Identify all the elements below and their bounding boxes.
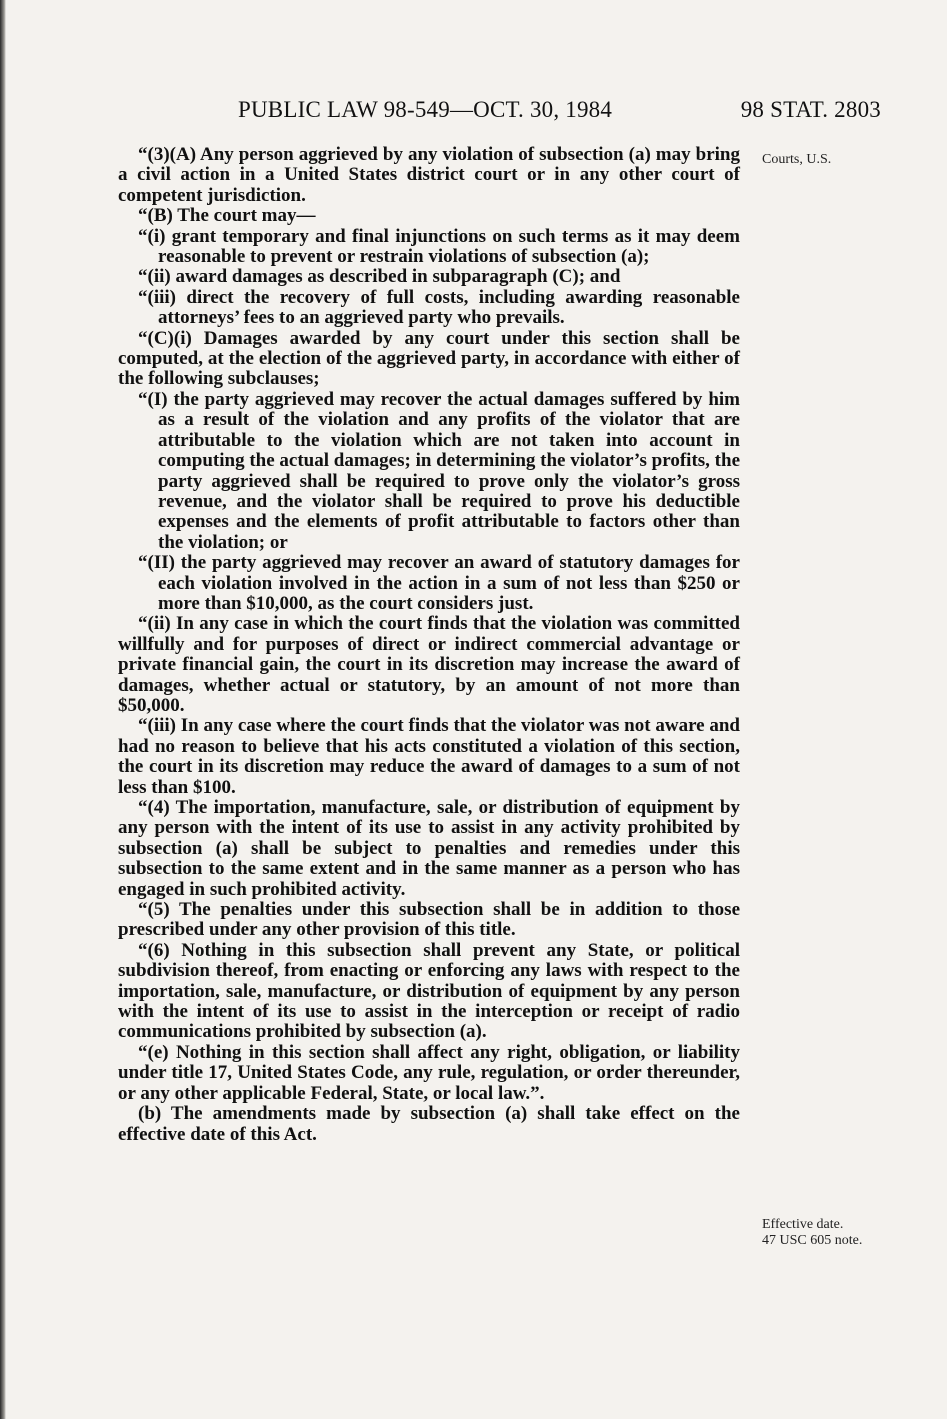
subsection-e: “(e) Nothing in this section shall affect any right, obligation, or liability under title 17, United States Code, any rule, regulation, or order thereunder, or any other applicable Federal, State, or local law.”. [118, 1041, 740, 1104]
clause-3b-i: “(i) grant temporary and final injunctions on such terms as it may deem reasonable to prevent or restrain violations of subsection (a); [138, 225, 740, 268]
paragraph-3b: “(B) The court may— [138, 205, 316, 227]
margin-note-effective-label: Effective date. [762, 1217, 844, 1232]
margin-note-effective-date [762, 1217, 862, 1249]
subsection-b: (b) The amendments made by subsection (a) shall take effect on the effective date of this Act. [118, 1103, 740, 1145]
paragraph-5: “(5) The penalties under this subsection shall be in addition to those prescribed under any other provision of this title. [118, 899, 740, 941]
page-header [238, 97, 881, 129]
stat-page-number: 98 STAT. 2803 [740, 97, 881, 122]
running-head: PUBLIC LAW 98-549—OCT. 30, 1984 [238, 97, 613, 122]
margin-note-courts: Courts, U.S. [762, 152, 832, 167]
clause-3b-ii: “(ii) award damages as described in subparagraph (C); and [138, 266, 621, 288]
subclause-3c-i-II: “(II) the party aggrieved may recover an award of statutory damages for each violation involved in the action in a sum of not less than $250 or more than $10,000, as the court considers just. [138, 552, 740, 614]
paragraph-3c-i: “(C)(i) Damages awarded by any court under this section shall be computed, at the election of the aggrieved party, in accordance with either of the following subclauses; [118, 327, 740, 390]
paragraph-6: “(6) Nothing in this subsection shall prevent any State, or political subdivision thereof, from enacting or enforcing any laws with respect to the importation, sale, manufacture, or distribution of equipment by any person with the intent of its use to assist in the interception or receipt of radio communications prohibited by subsection (a). [118, 939, 740, 1043]
page-edge-shadow [0, 0, 6, 1419]
margin-note-usc: 47 USC 605 note. [762, 1233, 863, 1248]
statute-body [118, 145, 740, 1145]
clause-3b-iii: “(iii) direct the recovery of full costs, including awarding reasonable attorneys’ fees to an aggrieved party who prevails. [138, 286, 740, 329]
paragraph-3a: “(3)(A) Any person aggrieved by any violation of subsection (a) may bring a civil action in a United States district court or in any other court of competent jurisdiction. [118, 144, 740, 206]
paragraph-3c-iii: “(iii) In any case where the court finds that the violator was not aware and had no reason to believe that his acts constituted a violation of this section, the court in its discretion may reduce the award of damages to a sum of not less than $100. [118, 715, 740, 798]
subclause-3c-i-I: “(I) the party aggrieved may recover the actual damages suffered by him as a result of the violation and any profits of the violator that are attributable to the violation which are not taken into account in computing the actual damages; in determining the violator’s profits, the party aggrieved shall be required to prove only the violator’s gross revenue, and the violator shall be required to prove his deductible expenses and the elements of profit attributable to factors other than the violation; or [138, 388, 740, 553]
paragraph-4: “(4) The importation, manufacture, sale, or distribution of equipment by any person with the intent of its use to assist in any activity prohibited by subsection (a) shall be subject to penalties and remedies under this subsection to the same extent and in the same manner as a person who has engaged in such prohibited activity. [118, 797, 740, 900]
paragraph-3c-ii: “(ii) In any case in which the court finds that the violation was committed willfully and for purposes of direct or indirect commercial advantage or private financial gain, the court in its discretion may increase the award of damages, whether actual or statutory, by an amount of not more than $50,000. [118, 613, 740, 716]
